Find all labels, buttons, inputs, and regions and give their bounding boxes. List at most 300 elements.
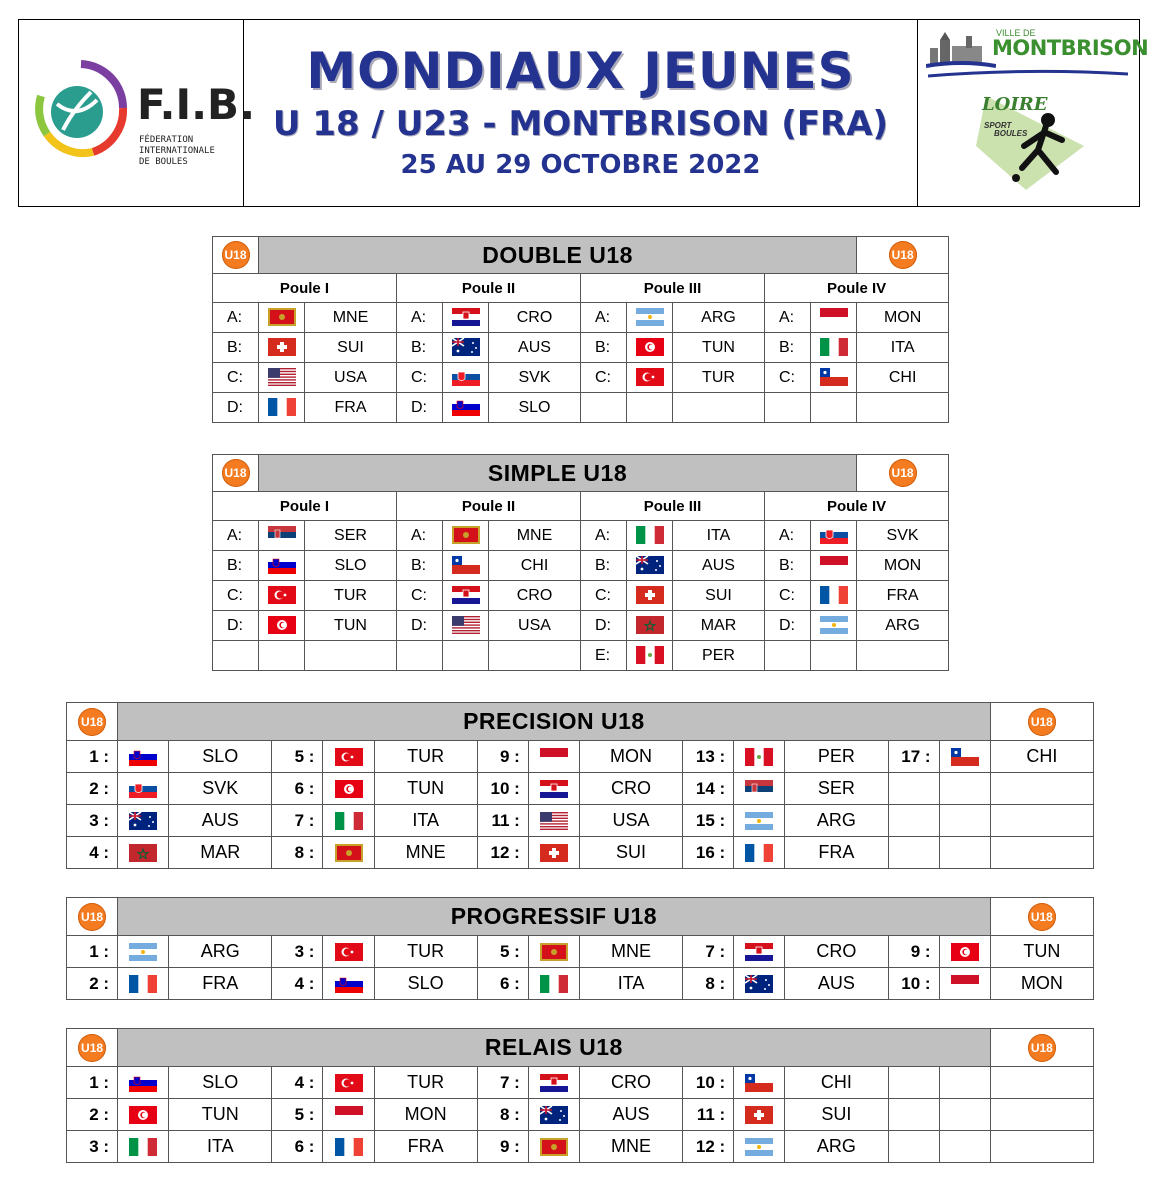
- entry-country-code: SLO: [305, 551, 397, 581]
- flag-slo-icon: [452, 398, 480, 416]
- flag-tun-icon: [951, 943, 979, 961]
- rank-number: 3 :: [67, 1131, 118, 1163]
- rank-flag: [528, 1099, 579, 1131]
- badge-cell: [67, 1029, 118, 1067]
- title-block: [244, 20, 918, 206]
- rank-country-code: MAR: [169, 837, 272, 869]
- entry-letter: A:: [397, 521, 443, 551]
- event-header: [18, 19, 1149, 207]
- u18-badge: U18: [1028, 903, 1056, 931]
- rank-number: 6 :: [477, 968, 528, 1000]
- flag-ser-icon: [268, 526, 296, 544]
- flag-arg-icon: [745, 812, 773, 830]
- rank-flag: [939, 1067, 990, 1099]
- section-title: DOUBLE U18: [259, 237, 857, 274]
- flag-ita-icon: [335, 812, 363, 830]
- entry-flag: [811, 303, 857, 333]
- rank-flag: [939, 968, 990, 1000]
- rank-country-code: TUR: [374, 936, 477, 968]
- table-row: [67, 741, 1094, 773]
- entry-country-code: SER: [305, 521, 397, 551]
- entry-flag: [259, 521, 305, 551]
- rank-number: 2 :: [67, 773, 118, 805]
- entry-flag: [627, 363, 673, 393]
- rank-country-code: FRA: [169, 968, 272, 1000]
- entry-country-code: [857, 393, 949, 423]
- rank-number: 9 :: [888, 936, 939, 968]
- rank-number: 9 :: [477, 741, 528, 773]
- rank-flag: [118, 805, 169, 837]
- fib-logo-subtitle: FÉDERATION INTERNATIONALE DE BOULES: [139, 135, 215, 167]
- entry-country-code: AUS: [673, 551, 765, 581]
- entry-country-code: USA: [489, 611, 581, 641]
- flag-cro-icon: [452, 586, 480, 604]
- rank-flag: [323, 805, 374, 837]
- entry-letter: A:: [213, 521, 259, 551]
- table-row: [213, 581, 949, 611]
- flag-mon-icon: [820, 308, 848, 326]
- flag-fra-icon: [129, 975, 157, 993]
- rank-flag: [528, 837, 579, 869]
- rank-country-code: CRO: [579, 1067, 682, 1099]
- flag-usa-icon: [540, 812, 568, 830]
- rank-flag: [118, 968, 169, 1000]
- entry-flag: [259, 641, 305, 671]
- rank-flag: [939, 773, 990, 805]
- entry-letter: [397, 641, 443, 671]
- table-row: [67, 968, 1094, 1000]
- table-row: [67, 837, 1094, 869]
- rank-number: 13 :: [683, 741, 734, 773]
- rank-flag: [323, 741, 374, 773]
- fib-logo: [19, 20, 256, 206]
- badge-cell: [67, 898, 118, 936]
- flag-sui-icon: [540, 844, 568, 862]
- montbrison-swoosh-icon: [928, 68, 1128, 78]
- rank-number: 4 :: [67, 837, 118, 869]
- rank-country-code: [990, 1131, 1093, 1163]
- entry-flag: [443, 333, 489, 363]
- rank-flag: [734, 936, 785, 968]
- entry-letter: B:: [397, 333, 443, 363]
- flag-mon-icon: [335, 1106, 363, 1124]
- rank-number: 5 :: [272, 1099, 323, 1131]
- section-title: PRECISION U18: [118, 703, 991, 741]
- relais-u18-table: [66, 1028, 1094, 1163]
- flag-tur-icon: [335, 943, 363, 961]
- flag-mne-icon: [335, 844, 363, 862]
- table-row: [67, 805, 1094, 837]
- rank-number: 11 :: [683, 1099, 734, 1131]
- progressif-u18-table: [66, 897, 1094, 1000]
- rank-number: [888, 837, 939, 869]
- entry-flag: [627, 551, 673, 581]
- entry-flag: [811, 393, 857, 423]
- rank-flag: [118, 1131, 169, 1163]
- u18-badge: U18: [889, 241, 917, 269]
- entry-flag: [811, 333, 857, 363]
- entry-letter: A:: [397, 303, 443, 333]
- rank-number: 14 :: [683, 773, 734, 805]
- flag-ita-icon: [820, 338, 848, 356]
- entry-letter: B:: [397, 551, 443, 581]
- entry-country-code: [673, 393, 765, 423]
- flag-svk-icon: [820, 526, 848, 544]
- rank-country-code: TUR: [374, 741, 477, 773]
- rank-flag: [323, 837, 374, 869]
- rank-number: 2 :: [67, 1099, 118, 1131]
- flag-per-icon: [745, 748, 773, 766]
- rank-number: 7 :: [272, 805, 323, 837]
- entry-letter: D:: [397, 393, 443, 423]
- flag-arg-icon: [820, 616, 848, 634]
- entry-letter: D:: [213, 611, 259, 641]
- rank-number: 8 :: [272, 837, 323, 869]
- rank-country-code: SER: [785, 773, 888, 805]
- flag-cro-icon: [452, 308, 480, 326]
- badge-cell: [857, 237, 949, 274]
- flag-cro-icon: [540, 1074, 568, 1092]
- badge-cell: [213, 237, 259, 274]
- flag-svk-icon: [129, 780, 157, 798]
- entry-country-code: CHI: [489, 551, 581, 581]
- entry-country-code: CRO: [489, 581, 581, 611]
- flag-slo-icon: [129, 748, 157, 766]
- entry-country-code: TUN: [305, 611, 397, 641]
- flag-ita-icon: [129, 1138, 157, 1156]
- rank-flag: [323, 1131, 374, 1163]
- entry-country-code: FRA: [857, 581, 949, 611]
- rank-flag: [528, 1131, 579, 1163]
- entry-country-code: TUR: [673, 363, 765, 393]
- table-row: [213, 611, 949, 641]
- rank-flag: [528, 741, 579, 773]
- rank-country-code: MON: [990, 968, 1093, 1000]
- entry-letter: [765, 641, 811, 671]
- page-title: MONDIAUX JEUNES: [306, 42, 855, 100]
- entry-flag: [811, 611, 857, 641]
- rank-flag: [323, 968, 374, 1000]
- flag-tun-icon: [636, 338, 664, 356]
- rank-flag: [118, 741, 169, 773]
- rank-flag: [939, 837, 990, 869]
- rank-number: 8 :: [477, 1099, 528, 1131]
- rank-number: 5 :: [272, 741, 323, 773]
- flag-tur-icon: [268, 586, 296, 604]
- entry-country-code: AUS: [489, 333, 581, 363]
- u18-badge: U18: [222, 459, 250, 487]
- rank-country-code: MNE: [579, 936, 682, 968]
- entry-flag: [443, 303, 489, 333]
- table-row: [67, 936, 1094, 968]
- rank-number: 7 :: [683, 936, 734, 968]
- rank-number: 3 :: [67, 805, 118, 837]
- rank-country-code: [990, 837, 1093, 869]
- flag-sui-icon: [636, 586, 664, 604]
- rank-country-code: TUN: [990, 936, 1093, 968]
- flag-sui-icon: [745, 1106, 773, 1124]
- flag-tun-icon: [335, 780, 363, 798]
- entry-country-code: SLO: [489, 393, 581, 423]
- rank-flag: [118, 837, 169, 869]
- table-row: [213, 363, 949, 393]
- entry-flag: [259, 581, 305, 611]
- rank-flag: [323, 773, 374, 805]
- poule-header: Poule IV: [765, 492, 949, 521]
- entry-letter: C:: [765, 581, 811, 611]
- rank-country-code: MON: [579, 741, 682, 773]
- rank-country-code: [990, 773, 1093, 805]
- flag-chi-icon: [820, 368, 848, 386]
- u18-badge: U18: [889, 459, 917, 487]
- flag-slo-icon: [268, 556, 296, 574]
- rank-country-code: MNE: [374, 837, 477, 869]
- entry-country-code: CRO: [489, 303, 581, 333]
- entry-flag: [443, 581, 489, 611]
- section-title: PROGRESSIF U18: [118, 898, 991, 936]
- entry-flag: [443, 363, 489, 393]
- rank-country-code: USA: [579, 805, 682, 837]
- entry-letter: C:: [213, 581, 259, 611]
- rank-number: 15 :: [683, 805, 734, 837]
- entry-letter: C:: [581, 363, 627, 393]
- entry-country-code: MAR: [673, 611, 765, 641]
- rank-number: 7 :: [477, 1067, 528, 1099]
- section-title: RELAIS U18: [118, 1029, 991, 1067]
- u18-badge: U18: [78, 903, 106, 931]
- entry-country-code: SUI: [305, 333, 397, 363]
- poule-header: Poule I: [213, 492, 397, 521]
- entry-flag: [259, 333, 305, 363]
- rank-country-code: SUI: [785, 1099, 888, 1131]
- u18-badge: U18: [78, 1034, 106, 1062]
- entry-country-code: MNE: [305, 303, 397, 333]
- flag-usa-icon: [268, 368, 296, 386]
- flag-mne-icon: [540, 943, 568, 961]
- event-dates: 25 AU 29 OCTOBRE 2022: [400, 150, 761, 180]
- badge-cell: [990, 898, 1093, 936]
- rank-flag: [118, 1099, 169, 1131]
- rank-country-code: SVK: [169, 773, 272, 805]
- entry-letter: D:: [213, 393, 259, 423]
- entry-flag: [443, 521, 489, 551]
- entry-country-code: ITA: [673, 521, 765, 551]
- rank-country-code: ITA: [579, 968, 682, 1000]
- rank-country-code: TUR: [374, 1067, 477, 1099]
- flag-mar-icon: [129, 844, 157, 862]
- rank-number: 9 :: [477, 1131, 528, 1163]
- badge-cell: [990, 1029, 1093, 1067]
- flag-ita-icon: [636, 526, 664, 544]
- entry-country-code: MNE: [489, 521, 581, 551]
- flag-slo-icon: [335, 975, 363, 993]
- badge-cell: [857, 455, 949, 492]
- table-row: [213, 303, 949, 333]
- rank-country-code: [990, 1099, 1093, 1131]
- flag-fra-icon: [268, 398, 296, 416]
- flag-mne-icon: [268, 308, 296, 326]
- entry-flag: [627, 333, 673, 363]
- rank-flag: [939, 1131, 990, 1163]
- entry-flag: [259, 611, 305, 641]
- flag-arg-icon: [129, 943, 157, 961]
- loire-logo-subtitle: SPORT BOULES: [984, 121, 1028, 138]
- flag-mon-icon: [540, 748, 568, 766]
- rank-country-code: SUI: [579, 837, 682, 869]
- entry-flag: [627, 611, 673, 641]
- table-row: [213, 551, 949, 581]
- precision-u18-table: [66, 702, 1094, 869]
- rank-country-code: PER: [785, 741, 888, 773]
- rank-flag: [118, 773, 169, 805]
- rank-number: 6 :: [272, 773, 323, 805]
- rank-flag: [734, 805, 785, 837]
- flag-mne-icon: [540, 1138, 568, 1156]
- rank-country-code: ARG: [785, 1131, 888, 1163]
- rank-number: 4 :: [272, 968, 323, 1000]
- rank-country-code: SLO: [169, 1067, 272, 1099]
- entry-flag: [443, 641, 489, 671]
- rank-number: [888, 805, 939, 837]
- entry-letter: D:: [397, 611, 443, 641]
- rank-number: 3 :: [272, 936, 323, 968]
- entry-letter: D:: [581, 611, 627, 641]
- entry-flag: [627, 303, 673, 333]
- entry-country-code: CHI: [857, 363, 949, 393]
- entry-flag: [259, 551, 305, 581]
- rank-country-code: AUS: [579, 1099, 682, 1131]
- entry-flag: [627, 521, 673, 551]
- flag-mon-icon: [951, 975, 979, 993]
- rank-number: 16 :: [683, 837, 734, 869]
- rank-flag: [528, 1067, 579, 1099]
- entry-flag: [627, 641, 673, 671]
- rank-number: 11 :: [477, 805, 528, 837]
- rank-number: 2 :: [67, 968, 118, 1000]
- entry-country-code: [305, 641, 397, 671]
- flag-fra-icon: [820, 586, 848, 604]
- entry-country-code: SUI: [673, 581, 765, 611]
- table-row: [67, 773, 1094, 805]
- rank-country-code: MNE: [579, 1131, 682, 1163]
- entry-country-code: MON: [857, 303, 949, 333]
- rank-country-code: ARG: [785, 805, 888, 837]
- entry-letter: A:: [581, 521, 627, 551]
- rank-number: 12 :: [477, 837, 528, 869]
- rank-flag: [734, 837, 785, 869]
- rank-number: 8 :: [683, 968, 734, 1000]
- entry-flag: [443, 393, 489, 423]
- flag-aus-icon: [636, 556, 664, 574]
- poule-header: Poule I: [213, 274, 397, 303]
- rank-country-code: AUS: [169, 805, 272, 837]
- flag-aus-icon: [540, 1106, 568, 1124]
- rank-flag: [939, 805, 990, 837]
- rank-country-code: [990, 1067, 1093, 1099]
- entry-letter: [213, 641, 259, 671]
- rank-number: 17 :: [888, 741, 939, 773]
- rank-flag: [734, 1099, 785, 1131]
- rank-number: 4 :: [272, 1067, 323, 1099]
- u18-badge: U18: [222, 241, 250, 269]
- entry-letter: B:: [581, 333, 627, 363]
- entry-letter: B:: [765, 551, 811, 581]
- entry-letter: D:: [765, 611, 811, 641]
- entry-country-code: TUR: [305, 581, 397, 611]
- flag-usa-icon: [452, 616, 480, 634]
- badge-cell: [213, 455, 259, 492]
- entry-country-code: SVK: [489, 363, 581, 393]
- flag-tun-icon: [129, 1106, 157, 1124]
- flag-cro-icon: [745, 943, 773, 961]
- poule-header: Poule III: [581, 492, 765, 521]
- rank-number: [888, 1067, 939, 1099]
- table-row: [213, 521, 949, 551]
- simple-u18-table: [212, 454, 949, 671]
- flag-chi-icon: [951, 748, 979, 766]
- flag-tur-icon: [335, 748, 363, 766]
- rank-country-code: CHI: [990, 741, 1093, 773]
- page-subtitle: U 18 / U23 - MONTBRISON (FRA): [272, 104, 889, 144]
- entry-country-code: ARG: [857, 611, 949, 641]
- rank-flag: [323, 1099, 374, 1131]
- entry-country-code: ARG: [673, 303, 765, 333]
- flag-chi-icon: [452, 556, 480, 574]
- flag-ser-icon: [745, 780, 773, 798]
- rank-country-code: CRO: [785, 936, 888, 968]
- flag-fra-icon: [335, 1138, 363, 1156]
- entry-letter: C:: [397, 363, 443, 393]
- rank-number: 5 :: [477, 936, 528, 968]
- entry-letter: [765, 393, 811, 423]
- entry-country-code: USA: [305, 363, 397, 393]
- flag-tur-icon: [636, 368, 664, 386]
- flag-mar-icon: [636, 616, 664, 634]
- flag-arg-icon: [745, 1138, 773, 1156]
- flag-aus-icon: [452, 338, 480, 356]
- entry-letter: A:: [765, 521, 811, 551]
- entry-country-code: TUN: [673, 333, 765, 363]
- rank-country-code: SLO: [169, 741, 272, 773]
- fib-emblem-icon: [33, 56, 129, 166]
- rank-flag: [734, 773, 785, 805]
- rank-flag: [734, 741, 785, 773]
- rank-flag: [939, 741, 990, 773]
- sponsor-logos: [918, 20, 1149, 206]
- table-row: [213, 333, 949, 363]
- badge-cell: [990, 703, 1093, 741]
- entry-letter: [581, 393, 627, 423]
- entry-flag: [627, 581, 673, 611]
- entry-letter: B:: [581, 551, 627, 581]
- rank-flag: [734, 1131, 785, 1163]
- table-row: [67, 1099, 1094, 1131]
- rank-number: 12 :: [683, 1131, 734, 1163]
- rank-flag: [734, 1067, 785, 1099]
- rank-number: 1 :: [67, 1067, 118, 1099]
- entry-letter: A:: [581, 303, 627, 333]
- u18-badge: U18: [1028, 1034, 1056, 1062]
- rank-number: 10 :: [683, 1067, 734, 1099]
- entry-country-code: MON: [857, 551, 949, 581]
- rank-flag: [939, 1099, 990, 1131]
- rank-flag: [528, 773, 579, 805]
- flag-slo-icon: [129, 1074, 157, 1092]
- entry-flag: [259, 393, 305, 423]
- flag-per-icon: [636, 646, 664, 664]
- entry-flag: [627, 393, 673, 423]
- poule-header: Poule III: [581, 274, 765, 303]
